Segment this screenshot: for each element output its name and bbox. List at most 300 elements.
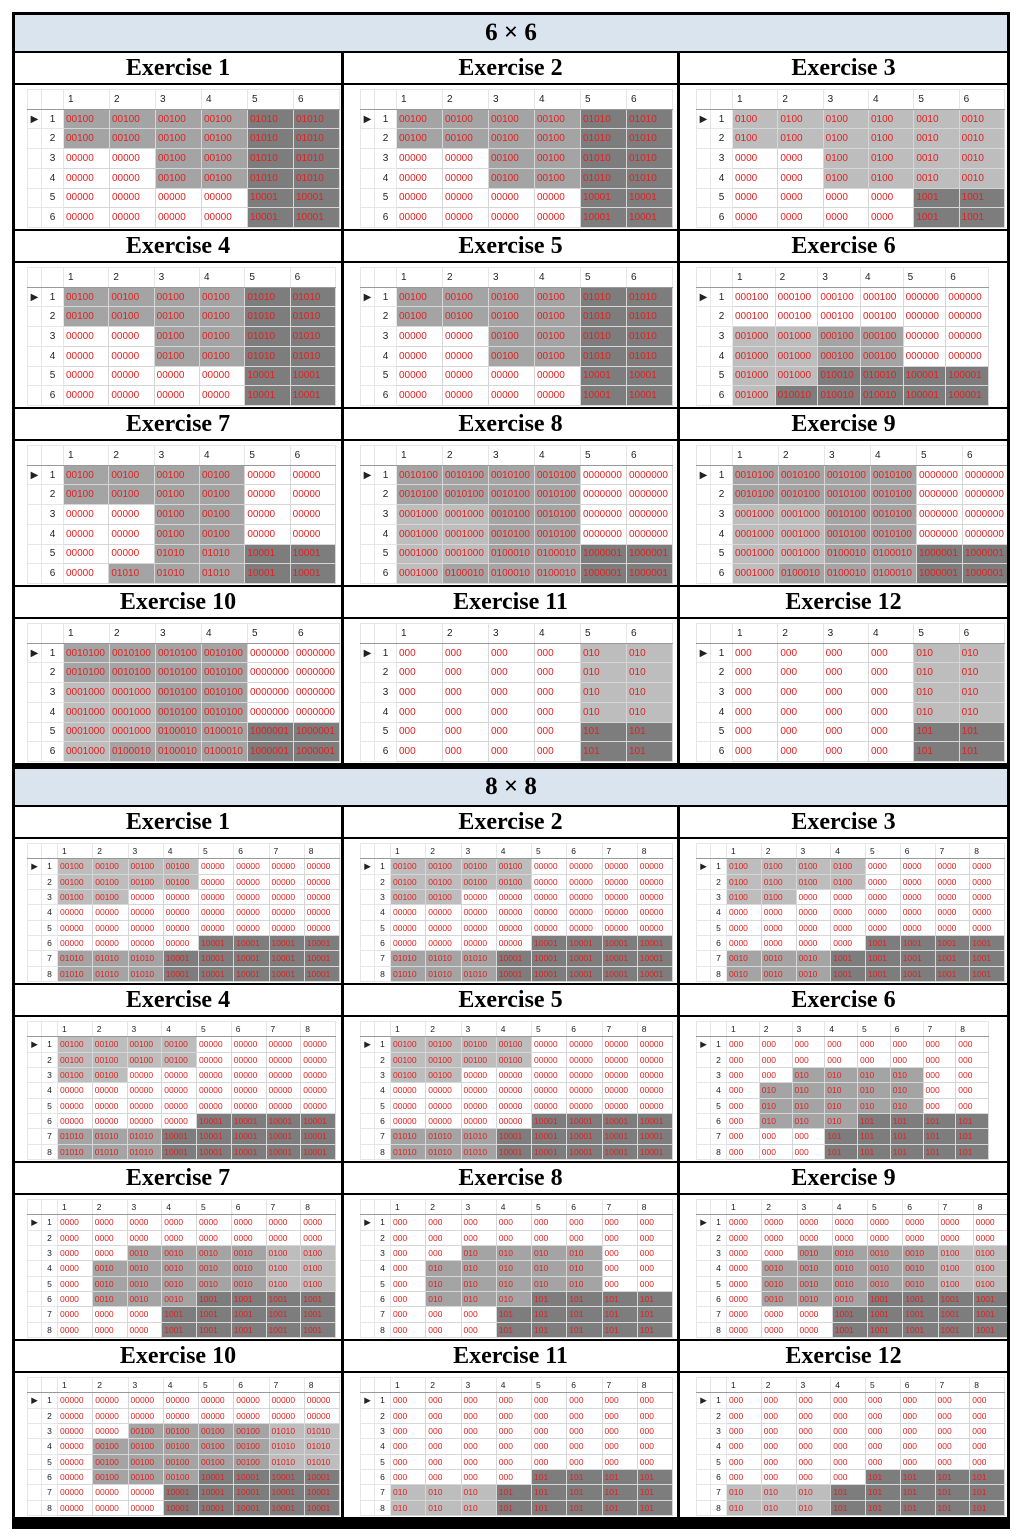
grid-cell[interactable]: 000 [535,722,581,742]
grid-cell[interactable]: 00000 [290,505,335,525]
grid-cell[interactable]: 00100 [162,1037,197,1052]
grid-cell[interactable]: 10001 [304,966,339,981]
grid-cell[interactable]: 0000 [796,889,831,904]
column-header[interactable]: 2 [92,1200,127,1215]
grid-cell[interactable]: 0100010 [535,544,581,564]
grid-cell[interactable]: 1001 [866,935,901,950]
grid-cell[interactable]: 000 [461,1439,496,1454]
grid-cell[interactable]: 000 [496,1423,531,1438]
grid-cell[interactable]: 00100 [154,307,199,327]
row-header[interactable]: 3 [375,505,397,525]
row-header[interactable]: 4 [711,702,733,722]
grid-cell[interactable]: 0010100 [156,663,202,683]
row-header[interactable]: 3 [375,1423,391,1438]
grid-cell[interactable]: 00100 [156,168,202,188]
grid-cell[interactable]: 01010 [461,951,496,966]
grid-cell[interactable]: 000100 [818,346,861,366]
row-header[interactable]: 4 [42,1083,58,1098]
grid-cell[interactable]: 010 [959,702,1004,722]
column-header[interactable]: 2 [426,1378,461,1393]
grid-cell[interactable]: 0000 [831,935,866,950]
grid-cell[interactable]: 01010 [290,327,335,347]
grid-cell[interactable]: 00000 [162,1083,197,1098]
row-header[interactable]: 5 [375,1454,391,1469]
grid-cell[interactable]: 0001000 [110,722,156,742]
grid-cell[interactable]: 00100 [128,1423,163,1438]
column-header[interactable]: 3 [489,624,535,644]
grid-cell[interactable]: 000 [970,1393,1005,1408]
grid-cell[interactable]: 000 [935,1393,970,1408]
grid-cell[interactable]: 00100 [202,149,248,169]
grid-cell[interactable]: 00100 [397,129,443,149]
grid-cell[interactable]: 00000 [64,168,110,188]
column-header[interactable]: 3 [792,1022,825,1037]
grid-cell[interactable]: 000 [761,1454,796,1469]
grid-cell[interactable]: 00000 [202,188,248,208]
grid-cell[interactable]: 00000 [443,188,489,208]
column-header[interactable]: 8 [637,1378,672,1393]
table-row[interactable] [697,1037,989,1052]
grid-cell[interactable]: 101 [866,1469,901,1484]
grid-cell[interactable]: 0010 [903,1276,938,1291]
column-header[interactable]: 2 [761,844,796,859]
row-header[interactable]: 5 [711,1454,727,1469]
column-header[interactable]: 7 [269,1378,304,1393]
grid-cell[interactable]: 101 [825,1129,858,1144]
grid-cell[interactable]: 00100 [535,109,581,129]
grid-cell[interactable]: 000 [831,1393,866,1408]
grid-cell[interactable]: 00100 [156,129,202,149]
grid-cell[interactable]: 00000 [58,935,93,950]
grid-cell[interactable]: 000 [759,1129,792,1144]
row-header[interactable]: 4 [42,1261,58,1276]
grid-cell[interactable]: 00100 [163,1454,198,1469]
grid-cell[interactable]: 000 [391,1393,426,1408]
column-header[interactable]: 3 [127,1022,162,1037]
grid-cell[interactable]: 00100 [64,109,110,129]
grid-cell[interactable]: 000 [831,1408,866,1423]
row-header[interactable]: 5 [375,544,397,564]
grid-cell[interactable]: 00000 [301,1037,336,1052]
grid-cell[interactable]: 1000001 [963,564,1008,584]
grid-cell[interactable]: 010 [761,1485,796,1500]
row-header[interactable]: 8 [375,1144,391,1159]
row-header[interactable]: 1 [375,1215,391,1230]
grid-cell[interactable]: 101 [581,742,627,762]
grid-cell[interactable]: 000 [391,1439,426,1454]
grid-cell[interactable]: 000 [535,742,581,762]
table-row[interactable] [697,966,1005,981]
grid-cell[interactable]: 1001 [301,1291,336,1306]
grid-cell[interactable]: 101 [532,1291,567,1306]
grid-cell[interactable]: 000 [831,1469,866,1484]
table-row[interactable] [361,1144,673,1159]
grid-cell[interactable]: 000 [778,742,823,762]
grid-cell[interactable]: 00100 [489,109,535,129]
grid-cell[interactable]: 0100 [733,109,778,129]
grid-cell[interactable]: 0000 [938,1215,973,1230]
column-header[interactable]: 2 [775,268,818,288]
grid-cell[interactable]: 000 [496,1439,531,1454]
row-header[interactable]: 4 [42,1439,58,1454]
column-header[interactable]: 1 [58,1200,93,1215]
grid-cell[interactable]: 000100 [818,307,861,327]
grid-cell[interactable]: 10001 [567,935,602,950]
grid-cell[interactable]: 10001 [304,1500,339,1515]
table-row[interactable] [361,1230,673,1245]
grid-cell[interactable]: 00000 [109,346,154,366]
row-header[interactable]: 2 [42,129,64,149]
grid-cell[interactable]: 01010 [294,149,340,169]
grid-cell[interactable]: 000 [496,1393,531,1408]
grid-cell[interactable]: 1001 [903,1307,938,1322]
grid-cell[interactable]: 00100 [426,1037,461,1052]
grid-cell[interactable]: 000 [727,1113,760,1128]
grid-cell[interactable]: 010 [426,1276,461,1291]
grid-cell[interactable]: 00000 [489,366,535,386]
grid-cell[interactable]: 10001 [301,1129,336,1144]
grid-cell[interactable]: 00000 [391,1098,426,1113]
row-header[interactable]: 2 [375,1230,391,1245]
grid-cell[interactable]: 00100 [489,149,535,169]
grid-cell[interactable]: 00000 [199,366,244,386]
grid-cell[interactable]: 0000 [58,1261,93,1276]
table-row[interactable] [28,1261,336,1276]
grid-cell[interactable]: 10001 [231,1113,266,1128]
table-row[interactable] [697,920,1005,935]
column-header[interactable]: 6 [900,1378,935,1393]
grid-cell[interactable]: 000 [956,1083,989,1098]
grid-cell[interactable]: 00000 [110,168,156,188]
grid-cell[interactable]: 000100 [860,307,903,327]
grid-cell[interactable]: 101 [831,1500,866,1515]
grid-cell[interactable]: 000 [391,1454,426,1469]
column-header[interactable]: 4 [496,844,531,859]
grid-cell[interactable]: 00000 [567,1083,602,1098]
grid-cell[interactable]: 010 [792,1083,825,1098]
grid-cell[interactable]: 0000000 [294,683,340,703]
grid-cell[interactable]: 000 [397,663,443,683]
table-row[interactable] [28,109,340,129]
row-header[interactable]: 2 [42,874,58,889]
grid-cell[interactable]: 000 [489,663,535,683]
grid-cell[interactable]: 000 [761,1408,796,1423]
column-header[interactable]: 8 [301,1022,336,1037]
column-header[interactable]: 5 [245,446,290,466]
row-header[interactable]: 1 [375,109,397,129]
table-row[interactable] [28,168,340,188]
grid-cell[interactable]: 0010 [92,1261,127,1276]
column-header[interactable]: 3 [461,844,496,859]
column-header[interactable]: 1 [391,1022,426,1037]
row-header[interactable]: 4 [711,524,733,544]
grid-cell[interactable]: 00000 [489,208,535,228]
grid-cell[interactable]: 000 [443,722,489,742]
grid-cell[interactable]: 0001000 [110,702,156,722]
grid-cell[interactable]: 000 [637,1423,672,1438]
grid-cell[interactable]: 0010100 [110,663,156,683]
grid-cell[interactable]: 00000 [234,859,269,874]
grid-cell[interactable]: 1001 [197,1307,232,1322]
grid-cell[interactable]: 10001 [602,935,637,950]
column-header[interactable]: 1 [727,844,762,859]
grid-cell[interactable]: 101 [602,1307,637,1322]
grid-cell[interactable]: 10001 [199,966,234,981]
table-row[interactable] [361,129,673,149]
table-row[interactable] [697,742,1005,762]
grid-cell[interactable]: 000 [727,1083,760,1098]
column-header[interactable]: 7 [602,1378,637,1393]
grid-cell[interactable]: 0001000 [64,742,110,762]
table-row[interactable] [697,1245,1008,1260]
grid-cell[interactable]: 10001 [199,951,234,966]
grid-cell[interactable]: 00000 [58,1500,93,1515]
grid-cell[interactable]: 10001 [234,951,269,966]
grid-cell[interactable]: 10001 [627,366,673,386]
row-header[interactable]: 2 [375,1408,391,1423]
grid-cell[interactable]: 00100 [163,1469,198,1484]
grid-cell[interactable]: 01010 [127,1129,162,1144]
grid-cell[interactable]: 010 [627,663,673,683]
grid-cell[interactable]: 00100 [154,485,199,505]
table-row[interactable] [697,643,1005,663]
grid-cell[interactable]: 000 [496,1215,531,1230]
column-header[interactable]: 1 [58,1378,93,1393]
grid-cell[interactable]: 101 [858,1129,891,1144]
grid-cell[interactable]: 00000 [231,1098,266,1113]
column-header[interactable]: 4 [868,90,913,110]
row-header[interactable]: 5 [375,920,391,935]
grid-cell[interactable]: 0100 [778,109,823,129]
row-header[interactable]: 1 [711,109,733,129]
grid-cell[interactable]: 1001 [959,208,1004,228]
grid-cell[interactable]: 000 [532,1423,567,1438]
grid-cell[interactable]: 00100 [64,287,109,307]
grid-cell[interactable]: 00000 [266,1037,301,1052]
row-header[interactable]: 6 [711,935,727,950]
grid-cell[interactable]: 000 [727,1423,762,1438]
grid-cell[interactable]: 00100 [58,1067,93,1082]
grid-cell[interactable]: 00000 [202,208,248,228]
grid-cell[interactable]: 000 [823,742,868,762]
table-row[interactable] [361,1322,673,1337]
row-header[interactable]: 6 [711,1113,727,1128]
grid-cell[interactable]: 00000 [58,1439,93,1454]
grid-cell[interactable]: 0000 [900,889,935,904]
grid-cell[interactable]: 0010 [762,1291,797,1306]
grid-cell[interactable]: 00000 [93,1408,128,1423]
table-row[interactable] [28,1113,336,1128]
table-row[interactable] [697,465,1008,485]
grid-cell[interactable]: 00000 [109,505,154,525]
grid-cell[interactable]: 01010 [581,109,627,129]
grid-cell[interactable]: 0000000 [627,485,673,505]
row-header[interactable]: 1 [375,465,397,485]
row-header[interactable]: 1 [42,1037,58,1052]
column-header[interactable]: 4 [496,1022,531,1037]
grid-cell[interactable]: 101 [567,1291,602,1306]
table-row[interactable] [697,485,1008,505]
grid-cell[interactable]: 00000 [426,1083,461,1098]
grid-cell[interactable]: 00100 [535,307,581,327]
grid-cell[interactable]: 00000 [110,208,156,228]
grid-cell[interactable]: 00000 [199,859,234,874]
table-row[interactable] [361,465,673,485]
grid-cell[interactable]: 0000 [868,208,913,228]
grid-cell[interactable]: 00000 [110,188,156,208]
grid-cell[interactable]: 00100 [92,1067,127,1082]
grid-cell[interactable]: 000 [532,1230,567,1245]
grid-cell[interactable]: 00100 [199,287,244,307]
grid-cell[interactable]: 00000 [637,874,672,889]
grid-cell[interactable]: 0001000 [779,524,825,544]
table-row[interactable] [28,1215,336,1230]
table-row[interactable] [361,1052,673,1067]
table-row[interactable] [361,1276,673,1291]
grid-cell[interactable]: 01010 [290,287,335,307]
grid-cell[interactable]: 00000 [496,905,531,920]
column-header[interactable]: 1 [64,624,110,644]
grid-cell[interactable]: 00100 [109,485,154,505]
grid-cell[interactable]: 01010 [269,1439,304,1454]
column-header[interactable]: 3 [818,268,861,288]
grid-cell[interactable]: 0100 [266,1276,301,1291]
grid-cell[interactable]: 10001 [266,1113,301,1128]
grid-cell[interactable]: 0100 [831,859,866,874]
table-row[interactable] [361,966,673,981]
grid-cell[interactable]: 10001 [581,208,627,228]
grid-cell[interactable]: 000 [759,1067,792,1082]
grid-cell[interactable]: 000 [866,1439,901,1454]
grid-cell[interactable]: 00100 [93,1469,128,1484]
row-header[interactable]: 7 [375,1485,391,1500]
column-header[interactable]: 1 [727,1378,762,1393]
row-header[interactable]: 3 [42,1067,58,1082]
table-row[interactable] [361,702,673,722]
grid-cell[interactable]: 00100 [128,1454,163,1469]
grid-cell[interactable]: 0010 [727,951,762,966]
grid-cell[interactable]: 000 [796,1439,831,1454]
column-header[interactable]: 3 [489,90,535,110]
grid-cell[interactable]: 00000 [266,1052,301,1067]
table-row[interactable] [28,1083,336,1098]
grid-cell[interactable]: 10001 [496,1129,531,1144]
grid-cell[interactable]: 10001 [163,966,198,981]
column-header[interactable]: 1 [397,90,443,110]
grid-cell[interactable]: 0000000 [581,465,627,485]
grid-cell[interactable]: 101 [602,1291,637,1306]
grid-cell[interactable]: 00000 [127,1098,162,1113]
grid-cell[interactable]: 10001 [637,935,672,950]
grid-cell[interactable]: 10001 [197,1129,232,1144]
grid-cell[interactable]: 0010100 [443,465,489,485]
grid-cell[interactable]: 1001 [266,1307,301,1322]
grid-cell[interactable]: 1001 [914,208,959,228]
grid-cell[interactable]: 1001 [938,1291,973,1306]
grid-cell[interactable]: 101 [532,1469,567,1484]
grid-cell[interactable]: 000 [489,722,535,742]
table-row[interactable] [697,1469,1005,1484]
table-row[interactable] [361,905,673,920]
grid-cell[interactable]: 000 [727,1052,760,1067]
grid-cell[interactable]: 00000 [532,920,567,935]
grid-cell[interactable]: 000 [535,643,581,663]
grid-cell[interactable]: 1001 [231,1307,266,1322]
row-header[interactable]: 1 [711,465,733,485]
grid-cell[interactable]: 101 [637,1307,672,1322]
grid-cell[interactable]: 00000 [128,920,163,935]
column-header[interactable]: 3 [823,624,868,644]
grid-cell[interactable]: 0010 [914,168,959,188]
table-row[interactable] [697,1098,989,1113]
grid-cell[interactable]: 00100 [199,346,244,366]
grid-cell[interactable]: 101 [567,1500,602,1515]
grid-cell[interactable]: 00000 [58,1083,93,1098]
grid-cell[interactable]: 0010 [762,1276,797,1291]
grid-cell[interactable]: 00000 [269,874,304,889]
table-row[interactable] [361,346,673,366]
grid-cell[interactable]: 00000 [93,1423,128,1438]
grid-cell[interactable]: 0010 [796,951,831,966]
grid-cell[interactable]: 0100 [973,1261,1007,1276]
grid-cell[interactable]: 00100 [391,859,426,874]
grid-cell[interactable]: 00000 [496,1083,531,1098]
row-header[interactable]: 6 [711,742,733,762]
row-header[interactable]: 6 [375,1113,391,1128]
grid-cell[interactable]: 00000 [532,874,567,889]
column-header[interactable]: 3 [796,1378,831,1393]
grid-cell[interactable]: 0000 [727,1215,762,1230]
grid-cell[interactable]: 101 [956,1129,989,1144]
grid-cell[interactable]: 010 [959,643,1004,663]
grid-cell[interactable]: 01010 [581,149,627,169]
grid-cell[interactable]: 00100 [461,874,496,889]
row-header[interactable]: 1 [42,109,64,129]
table-row[interactable] [28,465,336,485]
grid-cell[interactable]: 00100 [163,1439,198,1454]
column-header[interactable]: 8 [637,1022,672,1037]
grid-cell[interactable]: 00000 [231,1067,266,1082]
column-header[interactable]: 5 [248,624,294,644]
column-header[interactable]: 4 [860,268,903,288]
grid-cell[interactable]: 0000 [797,1215,832,1230]
grid-cell[interactable]: 0100 [727,889,762,904]
grid-cell[interactable]: 10001 [245,366,290,386]
grid-cell[interactable]: 01010 [461,1129,496,1144]
row-header[interactable]: 5 [711,920,727,935]
grid-cell[interactable]: 00100 [154,327,199,347]
grid-cell[interactable]: 000 [461,1215,496,1230]
grid-cell[interactable]: 00000 [443,366,489,386]
grid-cell[interactable]: 00100 [128,1469,163,1484]
column-header[interactable]: 2 [110,90,156,110]
row-header[interactable]: 3 [42,505,64,525]
grid-cell[interactable]: 00000 [199,889,234,904]
grid-cell[interactable]: 100001 [946,386,989,406]
grid-cell[interactable]: 000 [391,1261,426,1276]
grid-cell[interactable]: 10001 [532,1129,567,1144]
grid-cell[interactable]: 000 [727,1454,762,1469]
column-header[interactable]: 7 [602,844,637,859]
grid-cell[interactable]: 00000 [496,920,531,935]
column-header[interactable]: 3 [461,1378,496,1393]
grid-cell[interactable]: 01010 [245,346,290,366]
grid-cell[interactable]: 00000 [637,1067,672,1082]
table-row[interactable] [28,874,340,889]
grid-cell[interactable]: 00100 [93,874,128,889]
column-header[interactable]: 6 [627,90,673,110]
grid-cell[interactable]: 00000 [637,905,672,920]
